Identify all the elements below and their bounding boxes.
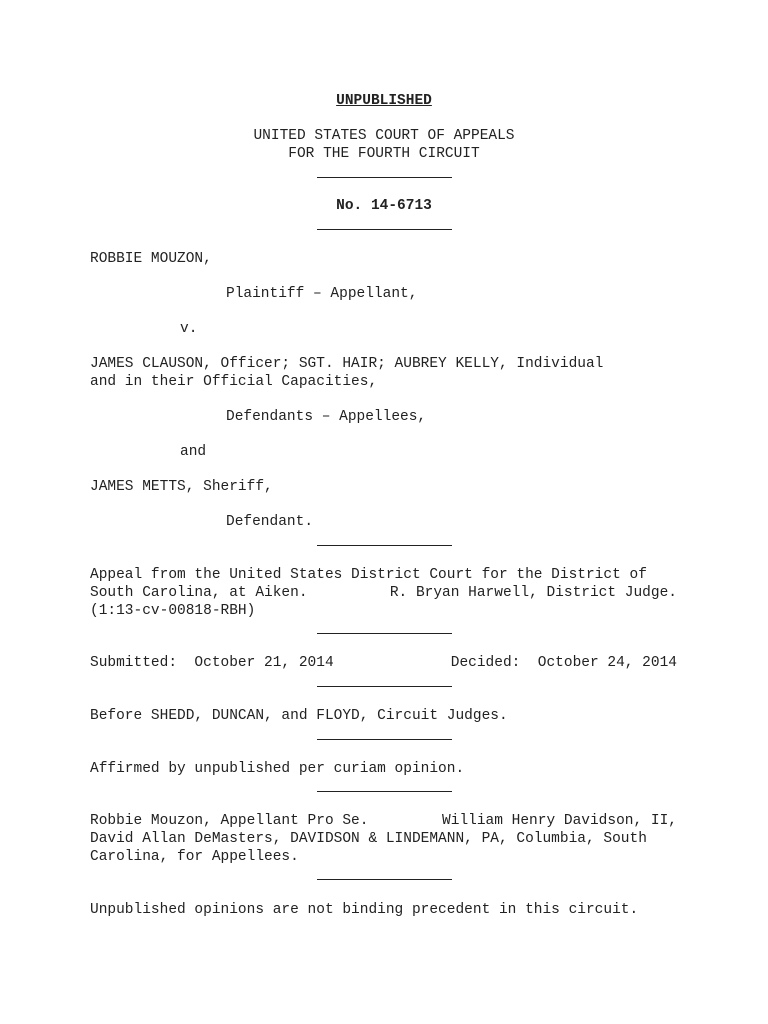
dates-row [90, 654, 677, 672]
panel-judges: Before SHEDD, DUNCAN, and FLOYD, Circuit Judges. [90, 708, 508, 724]
court-name-line2: FOR THE FOURTH CIRCUIT [288, 146, 480, 162]
separator-rule [317, 545, 452, 546]
disposition: Affirmed by unpublished per curiam opinion. [90, 761, 465, 777]
appeal-line1: Appeal from the United States District Court for the District of [90, 567, 647, 583]
precedent-note: Unpublished opinions are not binding precedent in this circuit. [90, 902, 639, 918]
plaintiff-name: ROBBIE MOUZON, [90, 251, 212, 267]
submitted-date: Submitted: October 21, 2014 [90, 655, 334, 671]
counsel-line1 [90, 812, 677, 830]
appeal-line2 [90, 584, 677, 602]
decided-date: Decided: October 24, 2014 [450, 655, 677, 671]
case-number: No. 14-6713 [336, 198, 432, 214]
defendant2-role: Defendant. [226, 514, 314, 530]
court-name-line1: UNITED STATES COURT OF APPEALS [253, 128, 515, 144]
separator-rule [317, 739, 452, 740]
counsel-line1-left: Robbie Mouzon, Appellant Pro Se. [90, 813, 369, 829]
defendants-line2: and in their Official Capacities, [90, 374, 378, 390]
appeal-line2-left: South Carolina, at Aiken. [90, 585, 308, 601]
counsel-line1-right: William Henry Davidson, II, [442, 813, 677, 829]
counsel-line2: David Allan DeMasters, DAVIDSON & LINDEMANN, PA, Columbia, South [90, 831, 647, 847]
separator-rule [317, 633, 452, 634]
appeal-docket: (1:13-cv-00818-RBH) [90, 603, 256, 619]
separator-rule [317, 791, 452, 792]
counsel-line3: Carolina, for Appellees. [90, 849, 299, 865]
separator-rule [317, 686, 452, 687]
versus: v. [180, 321, 198, 337]
separator-rule [317, 879, 452, 880]
conjunction-and: and [180, 444, 207, 460]
defendant2-name: JAMES METTS, Sheriff, [90, 479, 273, 495]
defendants-role: Defendants – Appellees, [226, 409, 427, 425]
separator-rule [317, 177, 452, 178]
plaintiff-role: Plaintiff – Appellant, [226, 286, 418, 302]
separator-rule [317, 229, 452, 230]
appeal-line2-right: R. Bryan Harwell, District Judge. [389, 585, 677, 601]
defendants-line1: JAMES CLAUSON, Officer; SGT. HAIR; AUBREY KELLY, Individual [90, 356, 604, 372]
publication-status: UNPUBLISHED [336, 93, 432, 109]
